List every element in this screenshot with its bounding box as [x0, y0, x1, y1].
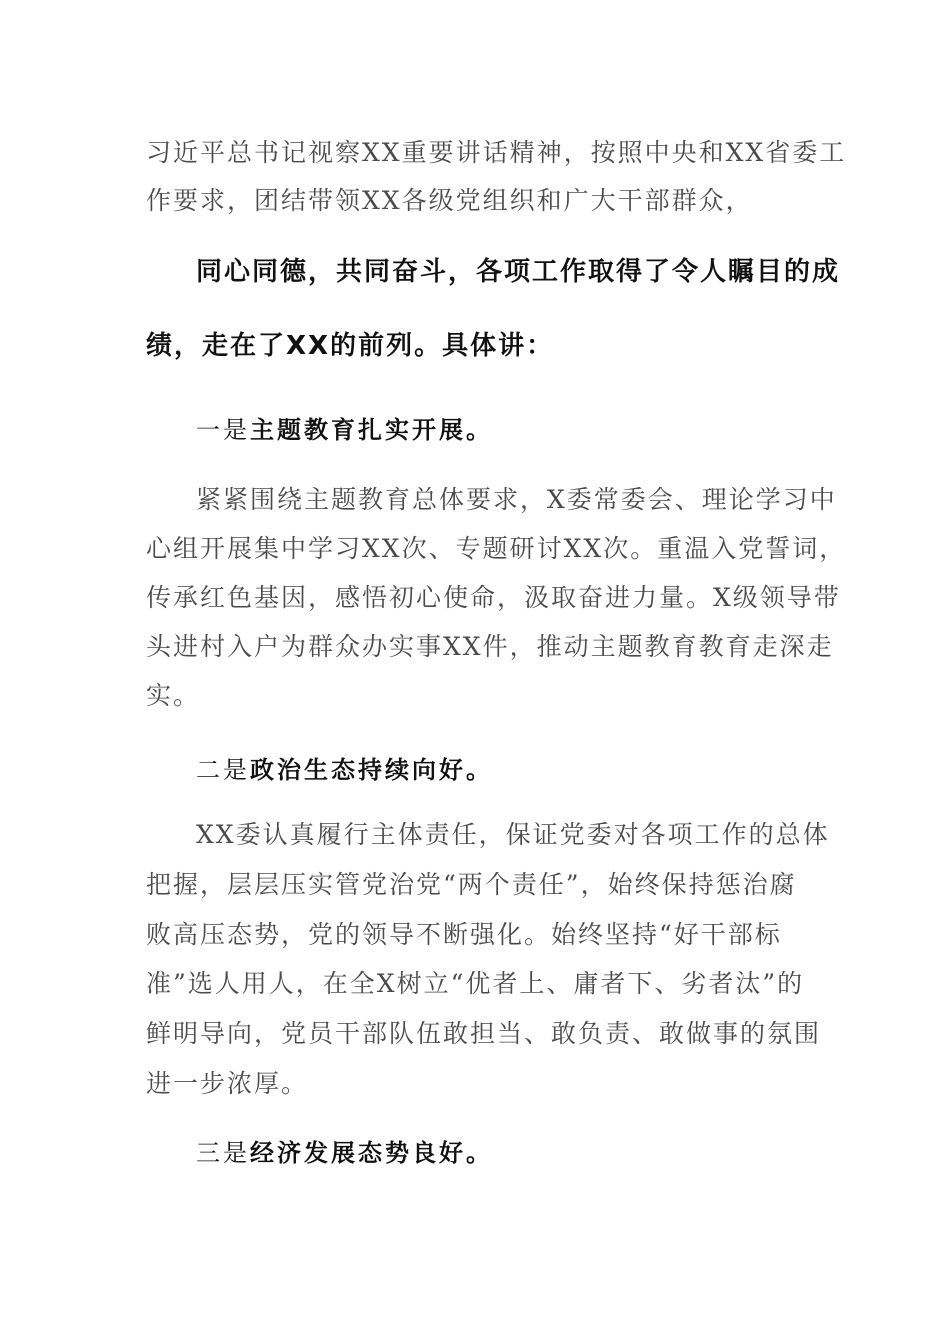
section-2-line-1: XX委认真履行主体责任，保证党委对各项工作的总体	[196, 820, 830, 849]
section-title: 经济发展态势良好。	[250, 1138, 493, 1167]
emphasis-line-2: 绩，走在了XX的前列。具体讲：	[146, 331, 555, 361]
section-title: 主题教育扎实开展。	[250, 415, 493, 444]
section-1-line-3: 传承红色基因，感悟初心使命，汲取奋进力量。X级领导带	[146, 583, 841, 612]
section-2-line-2: 把握，层层压实管党治党“两个责任”，始终保持惩治腐	[146, 870, 797, 899]
section-prefix: 二是	[196, 756, 250, 784]
section-prefix: 一是	[196, 416, 250, 444]
section-1-line-2: 心组开展集中学习XX次、专题研讨XX次。重温入党誓词，	[146, 534, 847, 563]
section-2-line-3: 败高压态势，党的领导不断强化。始终坚持“好干部标	[146, 920, 782, 949]
section-heading-1	[196, 415, 493, 445]
section-2-line-6: 进一步浓厚。	[146, 1069, 309, 1098]
section-heading-3	[196, 1138, 493, 1168]
section-2-line-4: 准”选人用人，在全X树立“优者上、庸者下、劣者汰”的	[146, 969, 805, 998]
section-2-line-5: 鲜明导向，党员干部队伍敢担当、敢负责、敢做事的氛围	[146, 1019, 822, 1048]
section-heading-2	[196, 755, 493, 785]
emphasis-line-1: 同心同德，共同奋斗，各项工作取得了令人瞩目的成	[196, 257, 841, 287]
intro-line-1: 习近平总书记视察XX重要讲话精神，按照中央和XX省委工	[146, 138, 847, 167]
section-1-line-4: 头进村入户为群众办实事XX件，推动主题教育教育走深走	[146, 632, 834, 661]
section-1-line-1: 紧紧围绕主题教育总体要求，X委常委会、理论学习中	[196, 485, 837, 514]
section-1-line-5: 实。	[146, 681, 201, 710]
section-prefix: 三是	[196, 1139, 250, 1167]
section-title: 政治生态持续向好。	[250, 755, 493, 784]
intro-line-2: 作要求，团结带领XX各级党组织和广大干部群众，	[146, 186, 753, 215]
